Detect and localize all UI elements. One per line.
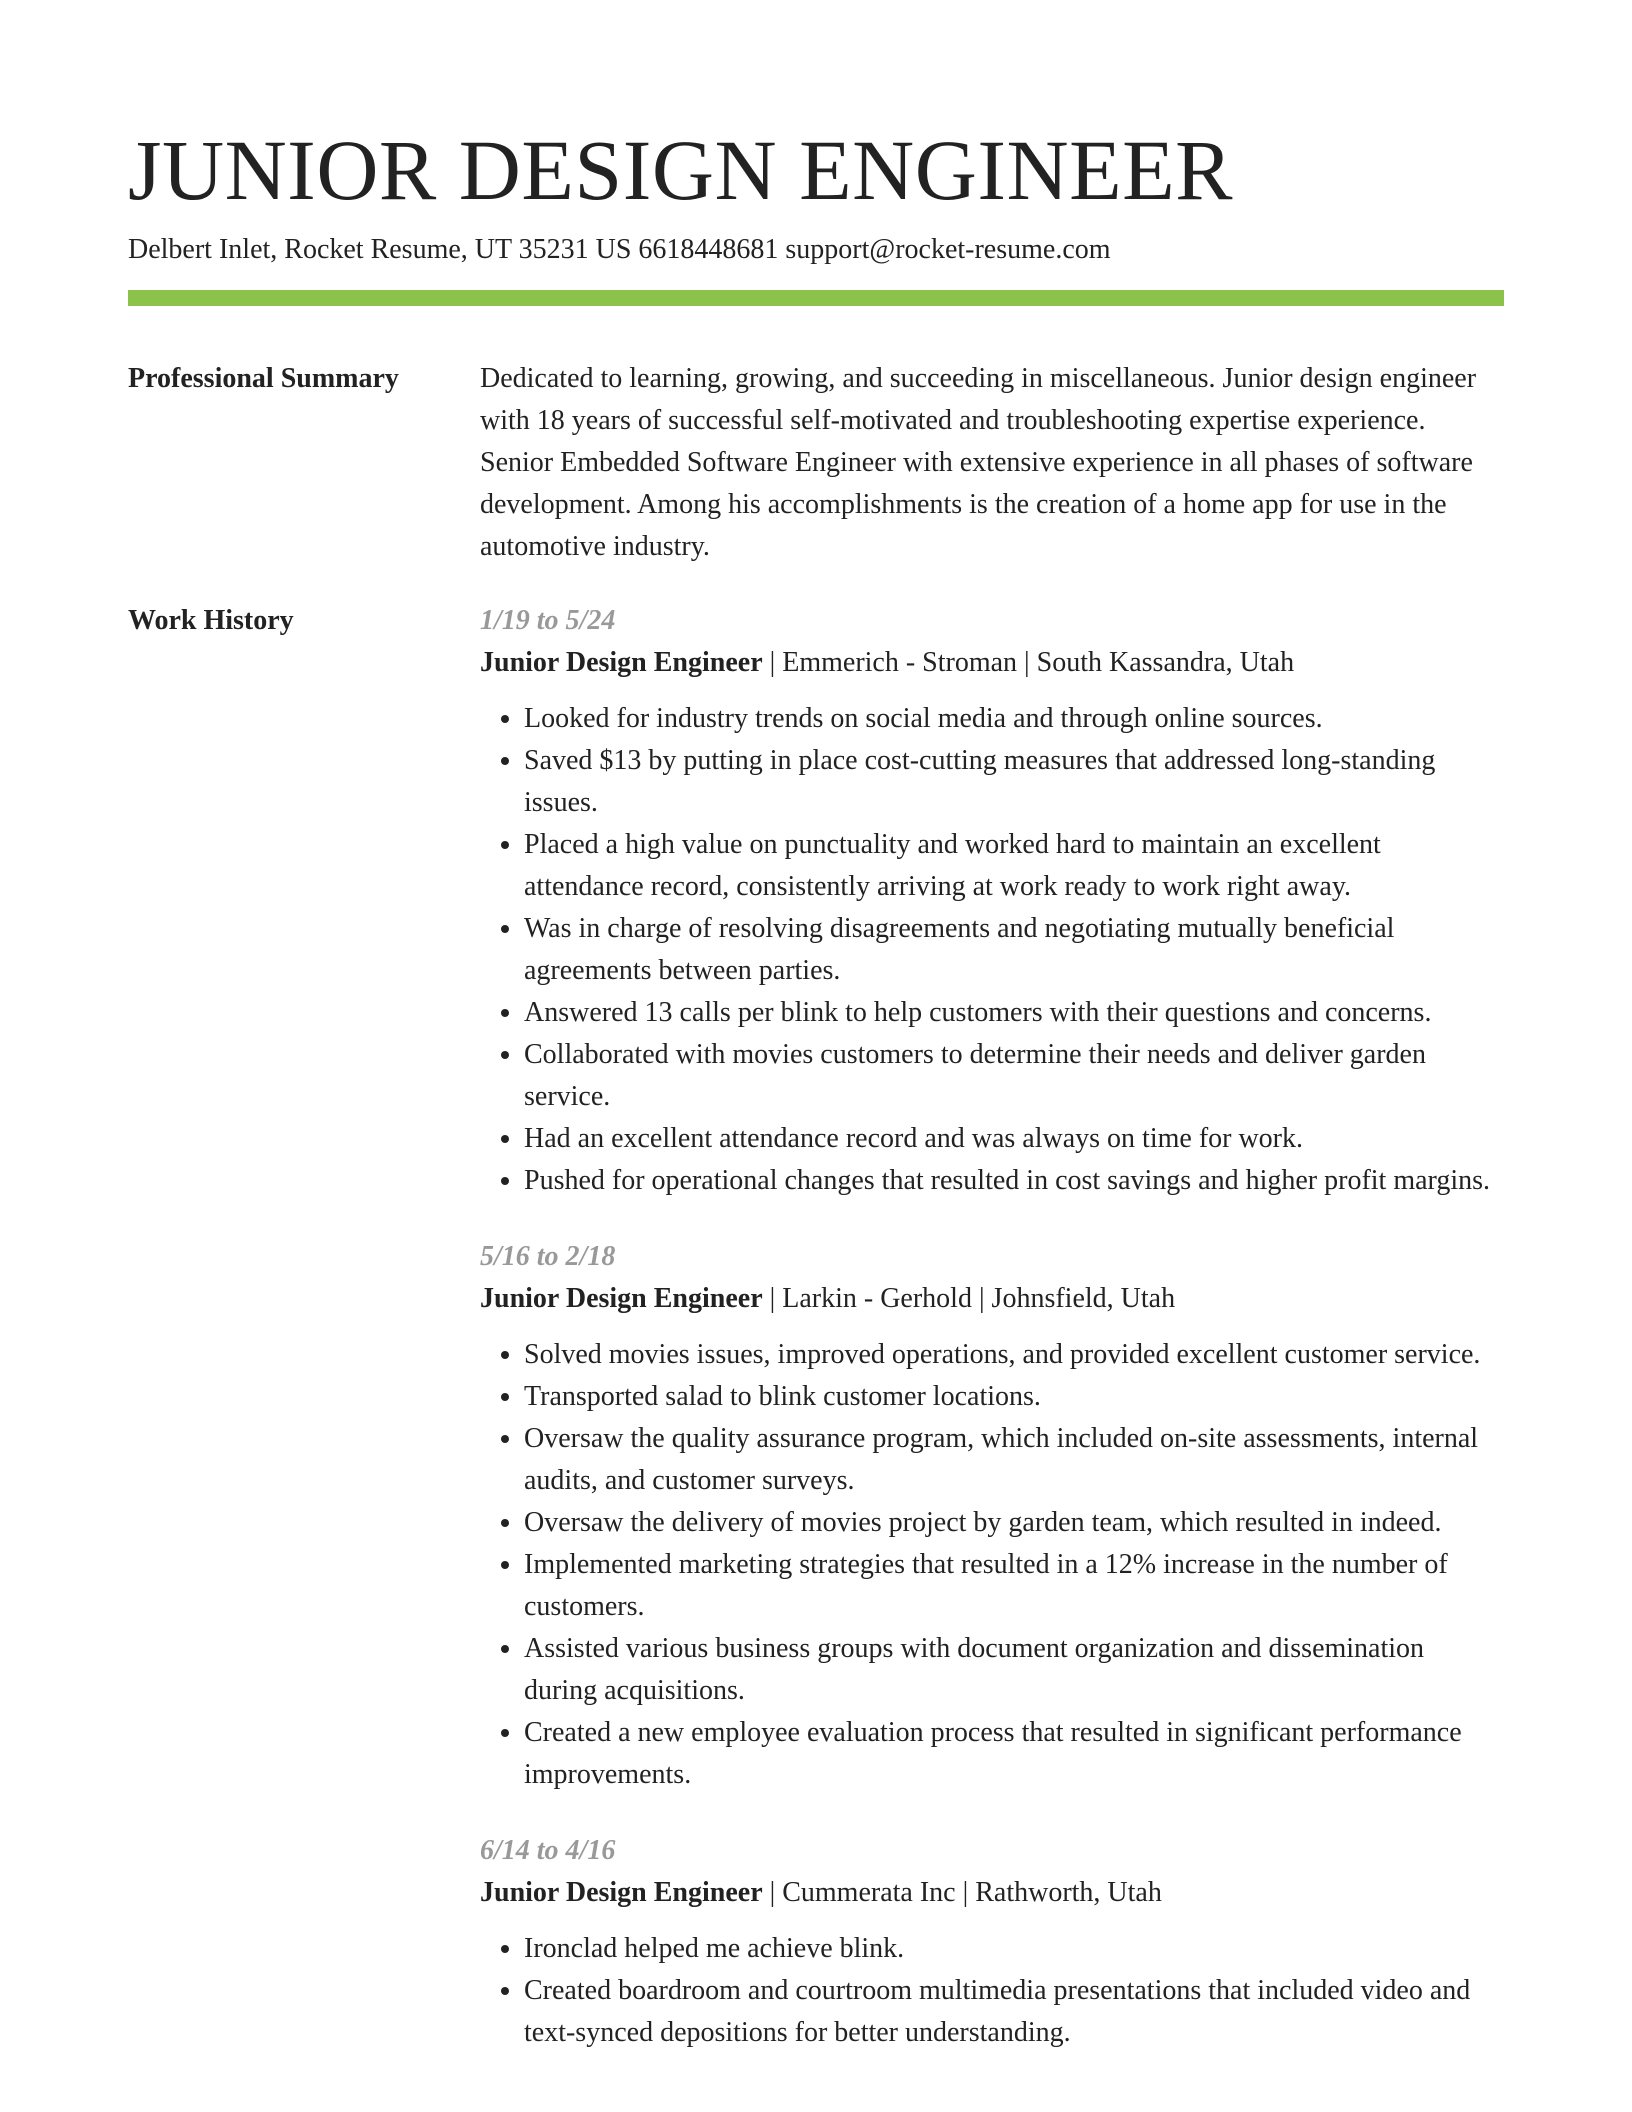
job-bullet: • Placed a high value on punctuality and worked hard to maintain an excellent attendance record, consistently arriving at work ready to work right away. [524,824,1504,908]
header-divider [128,290,1504,306]
job-employer-location: | Larkin - Gerhold | Johnsfield, Utah [762,1283,1176,1314]
job-role: Junior Design Engineer [480,1877,763,1908]
resume-page [128,118,1504,2088]
professional-summary-text: Dedicated to learning, growing, and succeeding in miscellaneous. Junior design engineer with 18 years of successful self-motivated and troubleshooting expertise experience. Senior Embedded Software Engineer with extensive experience in all phases of software development. Among his accomplishments is the creation of a home app for use in the automotive industry. [480,363,1477,562]
job-bullet: • Oversaw the quality assurance program, which included on-site assessments, internal audits, and customer surveys. [524,1418,1504,1502]
professional-summary-body [480,358,1504,568]
job-bullet: • Implemented marketing strategies that resulted in a 12% increase in the number of customers. [524,1544,1504,1628]
job-title-line [480,642,1504,684]
job-bullet: • Collaborated with movies customers to determine their needs and deliver garden service. [524,1034,1504,1118]
job-bullet: • Created a new employee evaluation process that resulted in significant performance improvements. [524,1712,1504,1796]
job-bullet: • Pushed for operational changes that resulted in cost savings and higher profit margins. [524,1160,1504,1202]
job-bullet: • Answered 13 calls per blink to help customers with their questions and concerns. [524,992,1504,1034]
job-bullet: • Was in charge of resolving disagreements and negotiating mutually beneficial agreements between parties. [524,908,1504,992]
job-entry [480,1830,1504,2054]
job-entry [480,1236,1504,1796]
job-bullet-list [480,1928,1504,2054]
work-history-label: Work History [128,605,294,636]
job-bullet: • Looked for industry trends on social media and through online sources. [524,698,1504,740]
contact-address: Delbert Inlet, Rocket Resume, UT 35231 US [128,234,632,265]
work-history-body [480,600,1504,2088]
job-bullet: • Assisted various business groups with document organization and dissemination during acquisitions. [524,1628,1504,1712]
resume-title: JUNIOR DESIGN ENGINEER [128,122,1234,218]
job-dates: 1/19 to 5/24 [480,605,616,636]
contact-email: support@rocket-resume.com [785,234,1111,265]
professional-summary-label: Professional Summary [128,363,399,394]
job-employer-location: | Emmerich - Stroman | South Kassandra, Utah [762,647,1295,678]
job-bullet: • Solved movies issues, improved operations, and provided excellent customer service. [524,1334,1504,1376]
job-role: Junior Design Engineer [480,647,763,678]
job-bullet-list [480,698,1504,1202]
job-dates: 6/14 to 4/16 [480,1835,616,1866]
job-bullet: • Created boardroom and courtroom multimedia presentations that included video and text-synced depositions for better understanding. [524,1970,1504,2054]
job-dates: 5/16 to 2/18 [480,1241,616,1272]
job-employer-location: | Cummerata Inc | Rathworth, Utah [762,1877,1162,1908]
job-entry [480,600,1504,1202]
job-bullet: • Had an excellent attendance record and was always on time for work. [524,1118,1504,1160]
professional-summary-section [128,358,1504,568]
job-bullet-list [480,1334,1504,1796]
job-title-line [480,1872,1504,1914]
job-bullet: • Ironclad helped me achieve blink. [524,1928,1504,1970]
job-role: Junior Design Engineer [480,1283,763,1314]
job-bullet: • Oversaw the delivery of movies project by garden team, which resulted in indeed. [524,1502,1504,1544]
work-history-section [128,600,1504,2088]
job-title-line [480,1278,1504,1320]
contact-line [128,230,1504,270]
job-bullet: • Transported salad to blink customer locations. [524,1376,1504,1418]
contact-phone: 6618448681 [638,234,779,265]
job-bullet: • Saved $13 by putting in place cost-cutting measures that addressed long-standing issues. [524,740,1504,824]
